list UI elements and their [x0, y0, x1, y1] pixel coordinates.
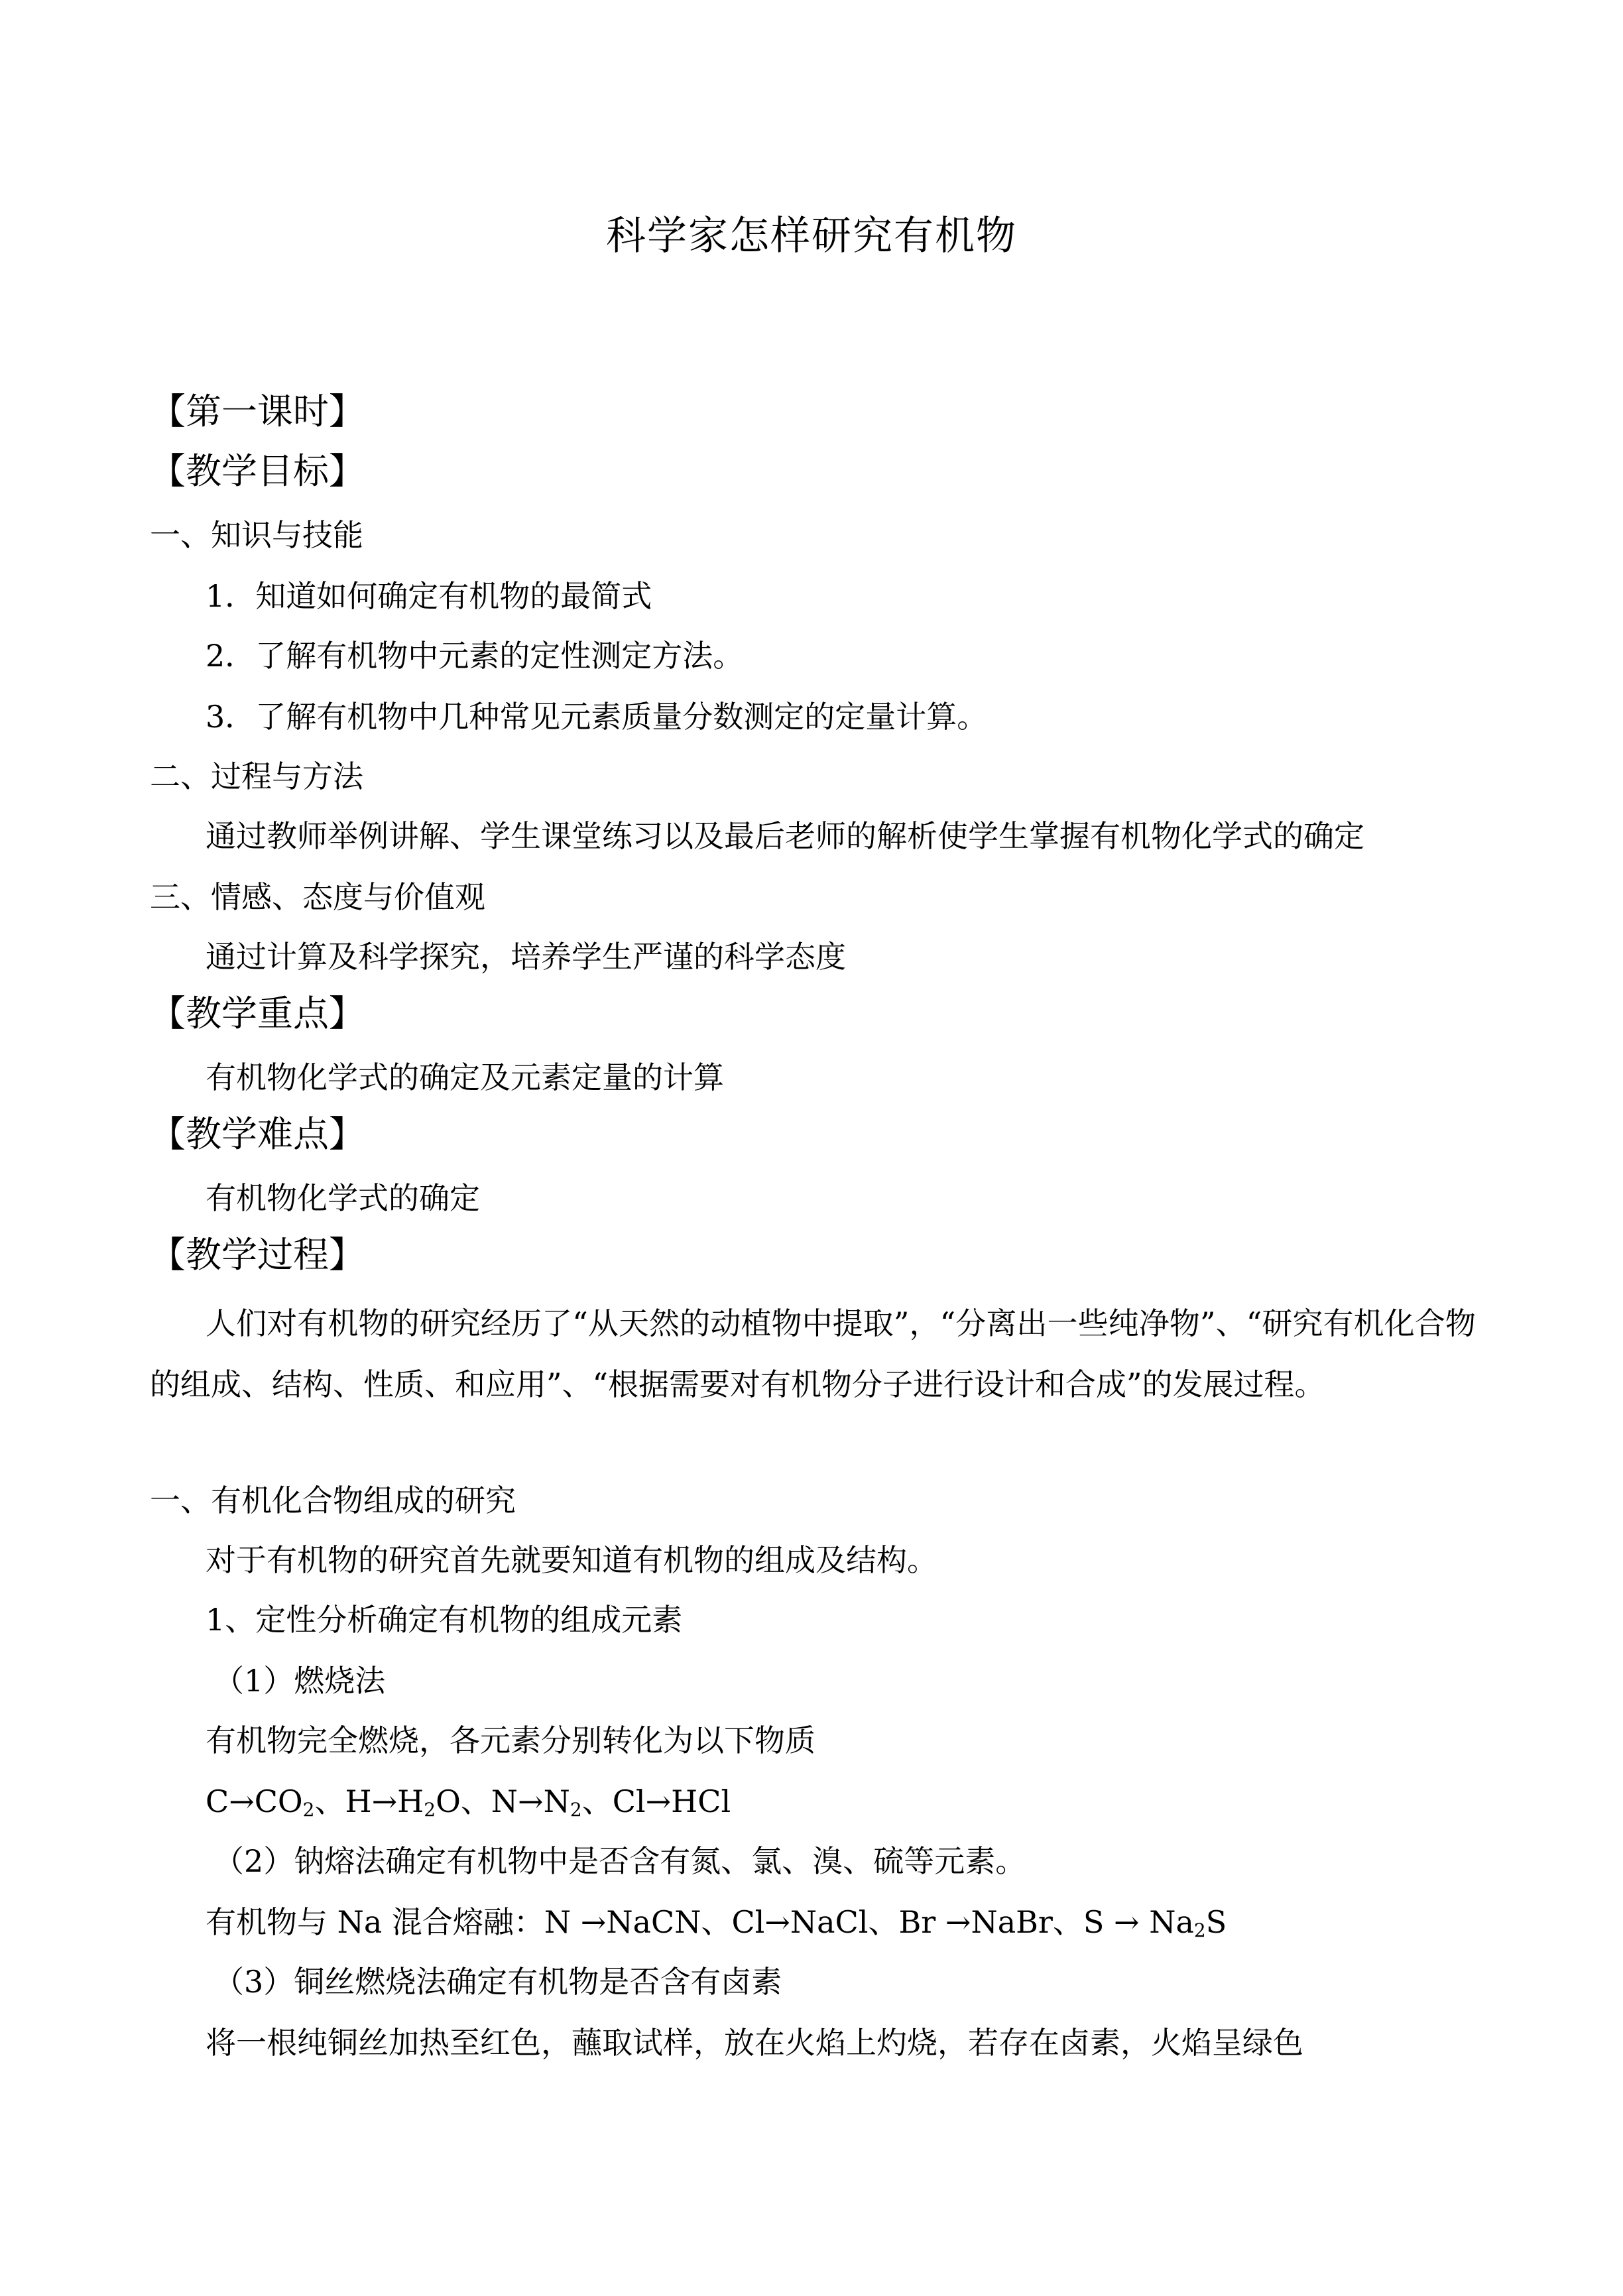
section-key-points: 【教学重点】: [150, 993, 365, 1034]
key-points-text: 有机物化学式的确定及元素定量的计算: [206, 1059, 724, 1095]
equation-subscript: 2: [1193, 1919, 1206, 1941]
equation-subscript: 2: [570, 1799, 582, 1821]
knowledge-heading: 一、知识与技能: [150, 517, 363, 553]
equation-part: 、H→H: [314, 1783, 424, 1819]
method-heading: 二、过程与方法: [150, 758, 363, 794]
section-lesson: 【第一课时】: [150, 391, 365, 432]
equation-part: 、Cl→HCl: [581, 1783, 731, 1819]
method1-equation: [206, 1783, 731, 1821]
knowledge-item-1: 1．知道如何确定有机物的最简式: [206, 578, 652, 614]
section-process: 【教学过程】: [150, 1234, 365, 1276]
knowledge-item-3: 3．了解有机物中几种常见元素质量分数测定的定量计算。: [206, 699, 988, 735]
method3-heading: （3）铜丝燃烧法确定有机物是否含有卤素: [213, 1964, 782, 2000]
equation-part: 有机物与 Na 混合熔融：N →NaCN、Cl→NaCl、Br →NaBr、S → Na: [206, 1904, 1194, 1940]
method1-heading: （1）燃烧法: [213, 1663, 386, 1699]
attitude-heading: 三、情感、态度与价值观: [150, 879, 485, 915]
equation-part: S: [1205, 1904, 1227, 1940]
equation-part: O、N→N: [436, 1783, 570, 1819]
method2-heading: （2）钠熔法确定有机物中是否含有氮、氯、溴、硫等元素。: [213, 1843, 1026, 1879]
sub1-heading: 1、定性分析确定有机物的组成元素: [206, 1602, 683, 1638]
attitude-text: 通过计算及科学探究，培养学生严谨的科学态度: [206, 939, 846, 975]
method3-text: 将一根纯铜丝加热至红色，蘸取试样，放在火焰上灼烧，若存在卤素，火焰呈绿色: [206, 2025, 1303, 2061]
method2-equation: [206, 1904, 1227, 1941]
equation-part: C→CO: [206, 1783, 303, 1819]
method1-text: 有机物完全燃烧，各元素分别转化为以下物质: [206, 1722, 815, 1758]
equation-subscript: 2: [424, 1799, 436, 1821]
equation-subscript: 2: [302, 1799, 315, 1821]
difficulties-text: 有机物化学式的确定: [206, 1180, 480, 1216]
part1-text: 对于有机物的研究首先就要知道有机物的组成及结构。: [206, 1542, 937, 1578]
section-objectives: 【教学目标】: [150, 450, 365, 492]
method-text: 通过教师举例讲解、学生课堂练习以及最后老师的解析使学生掌握有机物化学式的确定: [206, 818, 1364, 854]
section-difficulties: 【教学难点】: [150, 1113, 365, 1155]
document-title: 科学家怎样研究有机物: [606, 213, 1017, 259]
part1-heading: 一、有机化合物组成的研究: [150, 1482, 516, 1518]
process-intro: 人们对有机物的研究经历了“从天然的动植物中提取”，“分离出一些纯净物”、“研究有机化合物的组成、结构、性质、和应用”、“根据需要对有机物分子进行设计和合成”的发展过程。: [150, 1305, 1476, 1402]
knowledge-item-2: 2．了解有机物中元素的定性测定方法。: [206, 638, 744, 674]
